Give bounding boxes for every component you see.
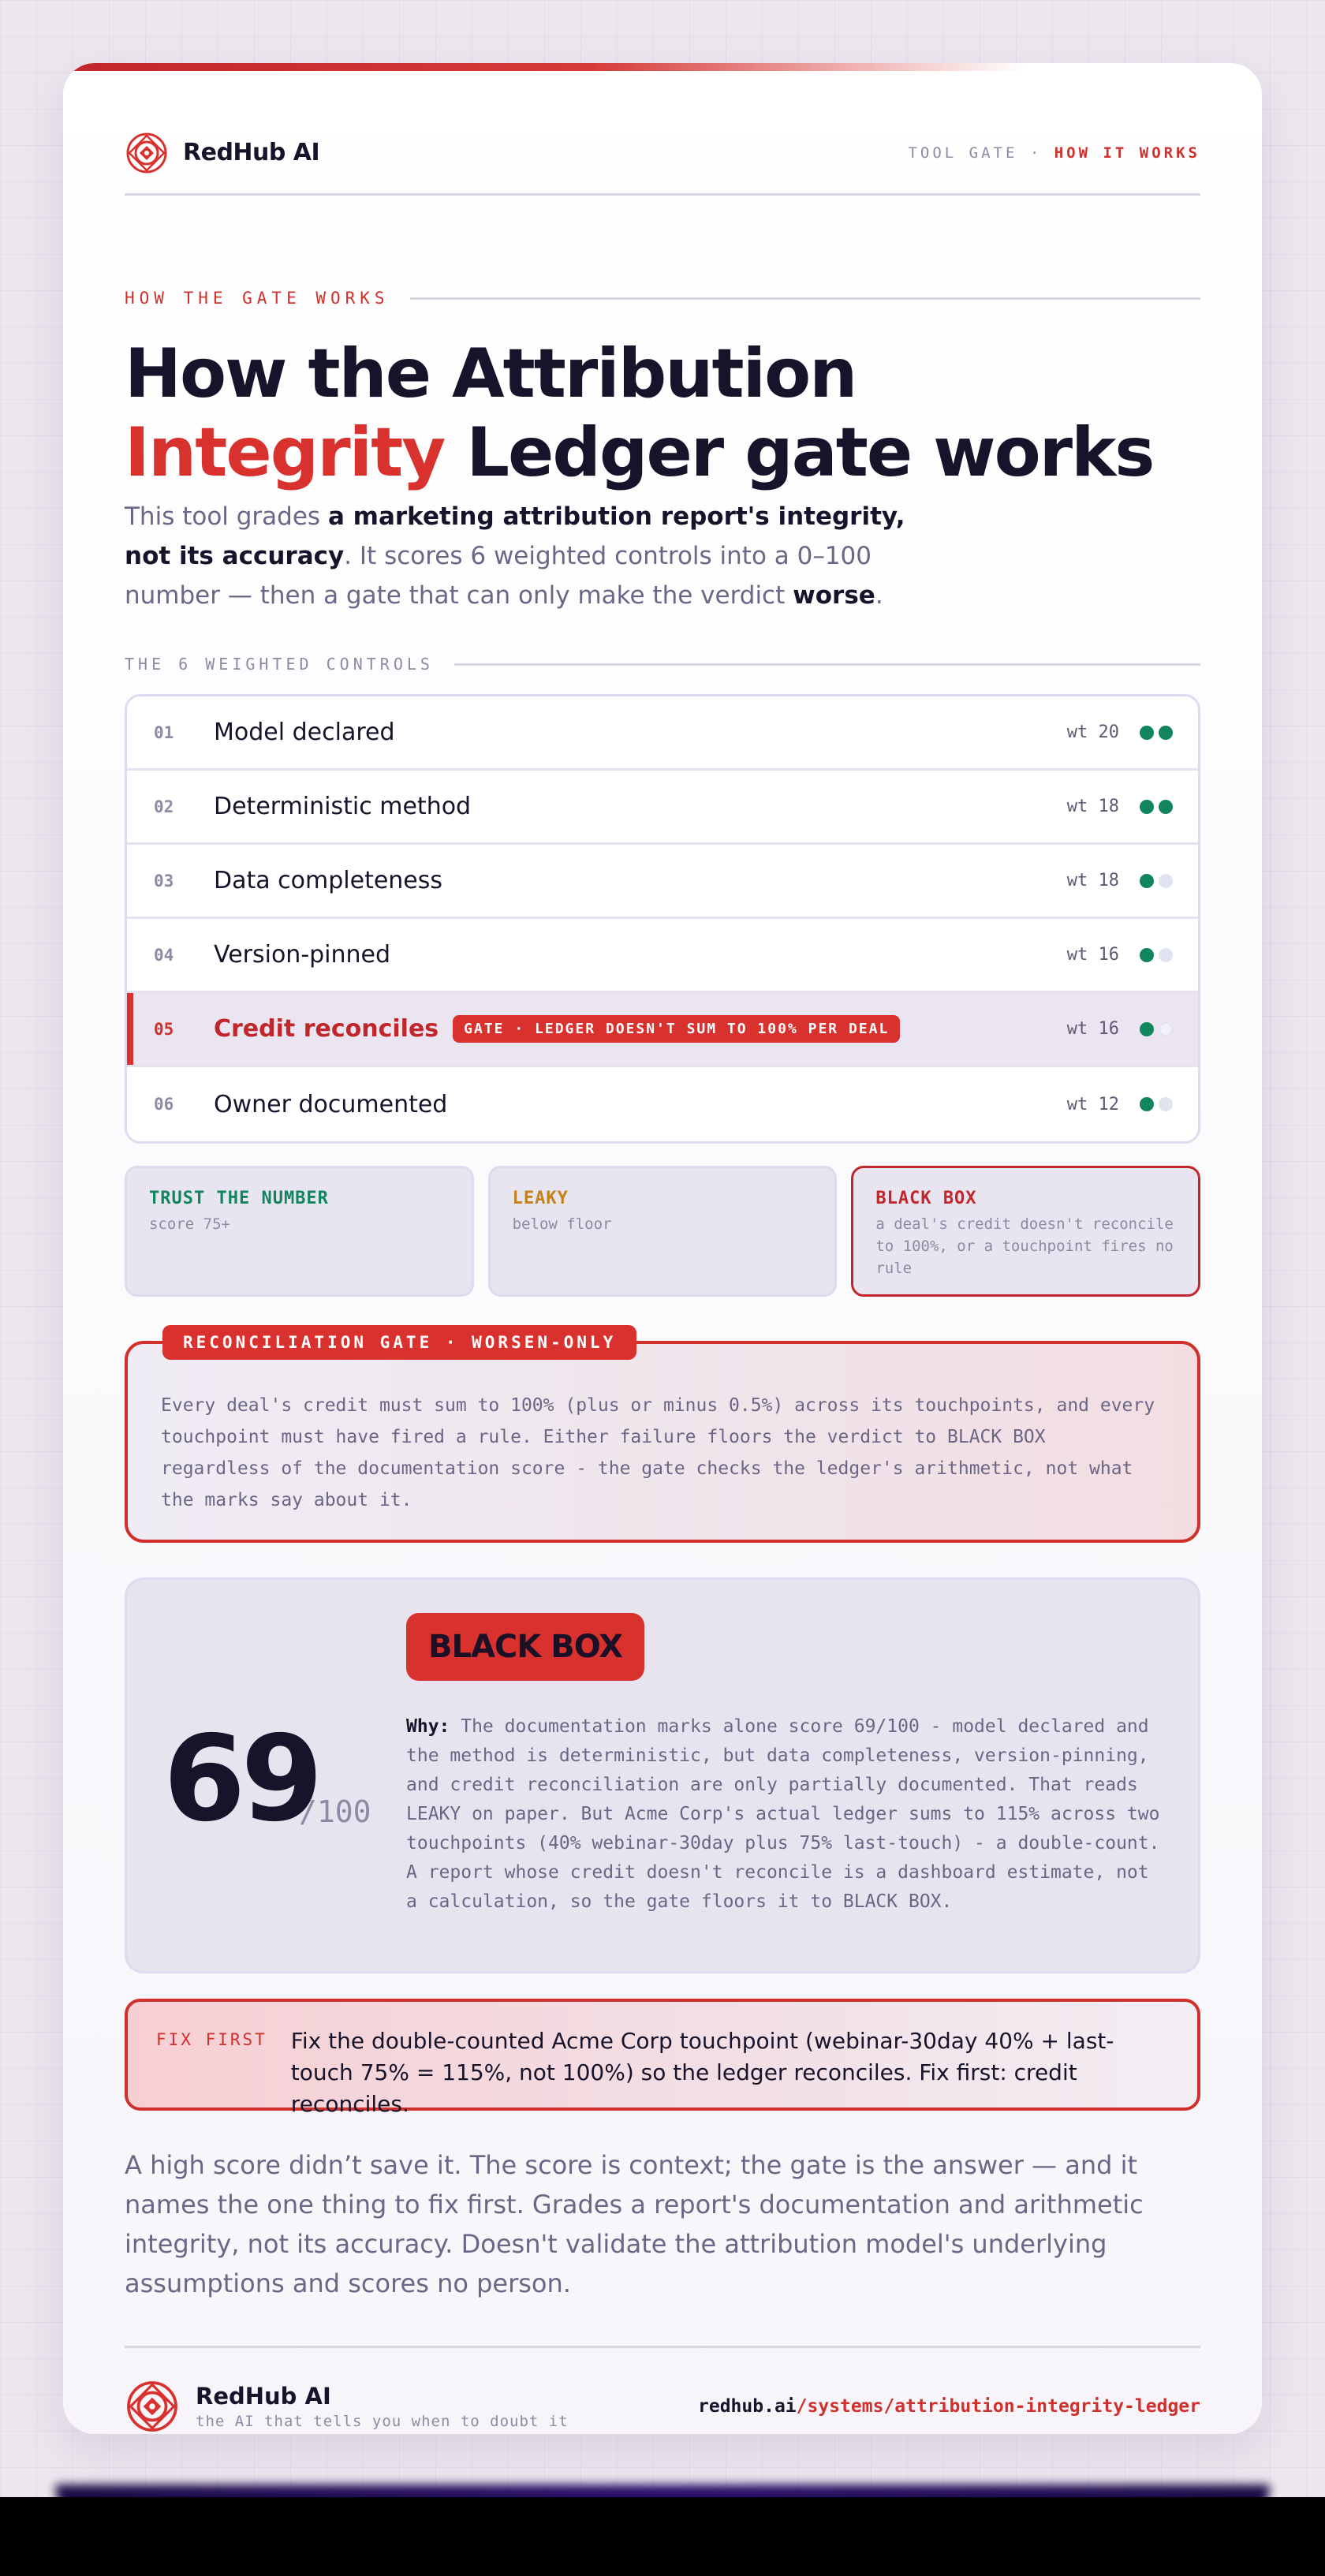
control-weight: wt 20 [1066, 722, 1119, 742]
nav-active-link[interactable]: HOW IT WORKS [1054, 144, 1200, 162]
title-line-2: Ledger gate works [444, 413, 1154, 492]
verdict-sub: score 75+ [149, 1215, 230, 1233]
header [125, 120, 1200, 196]
mark-filled-icon [1140, 1097, 1154, 1111]
lede-bold-1: a marketing attribution report's integrity, not its accuracy [125, 502, 905, 570]
lede [125, 497, 921, 615]
verdict-tiles [125, 1166, 1200, 1297]
score-value: 69 [163, 1711, 319, 1848]
redhub-logo-icon [125, 131, 169, 175]
mark-filled-icon [1140, 948, 1154, 962]
control-label: Credit reconciles [214, 1015, 439, 1043]
footer-url-link[interactable] [698, 2396, 1200, 2417]
why-label: Why: [406, 1716, 450, 1737]
url-host: redhub.ai [698, 2395, 797, 2417]
fix-text: Fix the double-counted Acme Corp touchpoint (webinar-30day 40% + last-touch 75% = 115%, not 100%) so the ledger reconciles. Fix first: credit reconciles. [290, 2028, 1114, 2117]
mark-filled-icon [1140, 1022, 1154, 1036]
why-text: The documentation marks alone score 69/100 - model declared and the method is deterministic, but data completeness, version-pinning, and credit reconciliation are only partially documented. That reads LEAKY on paper. But Acme Corp's actual ledger sums to 115% across two touchpoints (40% webinar-30day plus 75% last-touch) - a double-count. A report whose credit doesn't reconcile is a dashboard estimate, not a calculation, so the gate floors it to BLACK BOX. [406, 1716, 1160, 1912]
main-card [63, 63, 1262, 2434]
control-row [127, 771, 1198, 845]
control-weight: wt 16 [1066, 945, 1119, 965]
controls-section-label [125, 655, 1200, 674]
control-weight: wt 12 [1066, 1094, 1119, 1114]
control-number: 04 [154, 945, 174, 965]
footer-tagline: the AI that tells you when to doubt it [196, 2412, 569, 2430]
verdict-title: BLACK BOX [875, 1189, 977, 1208]
control-number: 06 [154, 1095, 174, 1114]
page-title [125, 334, 1200, 492]
footer-brand-name: RedHub AI [196, 2382, 331, 2410]
lede-part-1: This tool grades [125, 502, 328, 531]
bottom-band [0, 2497, 1325, 2576]
title-line-1: How the Attribution [125, 334, 857, 413]
control-number: 02 [154, 797, 174, 816]
lede-bold-2: worse [793, 581, 875, 610]
lede-part-3: . [875, 581, 883, 610]
mark-empty-icon [1159, 1022, 1173, 1036]
mark-unfilled-icon [1159, 948, 1173, 962]
mark-unfilled-icon [1159, 874, 1173, 888]
footer [125, 2346, 1200, 2434]
control-label: Owner documented [214, 1090, 448, 1118]
mark-filled-icon [1140, 726, 1154, 740]
control-label: Deterministic method [214, 793, 472, 820]
kicker-text: HOW THE GATE WORKS [125, 289, 390, 308]
footer-brand[interactable] [125, 2379, 569, 2434]
mark-filled-icon [1159, 726, 1173, 740]
control-row-flagged [127, 993, 1198, 1067]
control-number: 03 [154, 871, 174, 890]
reconciliation-gate-box [125, 1333, 1200, 1543]
redhub-logo-icon [125, 2379, 180, 2434]
mark-filled-icon [1140, 874, 1154, 888]
controls-table [125, 694, 1200, 1144]
title-accent-word: Integrity [125, 413, 445, 492]
control-weight: wt 16 [1066, 1019, 1119, 1039]
header-nav [908, 144, 1200, 162]
nav-prefix[interactable]: TOOL GATE · [908, 144, 1054, 162]
control-row [127, 696, 1198, 771]
verdict-badge: BLACK BOX [406, 1613, 644, 1681]
url-path: /systems/attribution-integrity-ledger [796, 2395, 1200, 2417]
verdict-title: LEAKY [512, 1189, 569, 1208]
verdict-sub: a deal's credit doesn't reconcile to 100%, or a touchpoint fires no rule [875, 1215, 1174, 1277]
lede-part-2: . It scores 6 weighted controls into a 0–100 number — then a gate that can only make the verdict [125, 542, 872, 610]
score-denominator: /100 [299, 1794, 371, 1829]
control-label: Version-pinned [214, 941, 391, 969]
score-panel [125, 1577, 1200, 1973]
control-weight: wt 18 [1066, 797, 1119, 816]
kicker [125, 289, 1200, 308]
mark-filled-icon [1140, 800, 1154, 814]
gate-text: Every deal's credit must sum to 100% (plus or minus 0.5%) across its touchpoints, and every touchpoint must have fired a rule. Either failure floors the verdict to BLACK BOX regardless of the documentation score - the gate checks the ledger's arithmetic, not what the marks say about it. [161, 1395, 1155, 1510]
controls-rule [454, 663, 1200, 666]
control-label: Data completeness [214, 867, 443, 894]
top-accent-bar [63, 63, 1025, 71]
controls-label: THE 6 WEIGHTED CONTROLS [125, 655, 434, 674]
verdict-tile-black-box [851, 1166, 1200, 1297]
fix-first-box [125, 1999, 1200, 2117]
control-row [127, 1067, 1198, 1141]
verdict-tile-trust [125, 1166, 474, 1297]
fix-label: FIX FIRST [156, 2030, 267, 2049]
brand-name: RedHub AI [183, 139, 320, 166]
brand[interactable] [125, 131, 319, 175]
verdict-tile-leaky [488, 1166, 838, 1297]
kicker-rule [410, 297, 1200, 300]
control-row [127, 919, 1198, 993]
gate-flag-badge: GATE · LEDGER DOESN'T SUM TO 100% PER DEAL [453, 1015, 900, 1043]
verdict-sub: below floor [512, 1215, 612, 1233]
control-row [127, 845, 1198, 919]
control-number: 01 [154, 722, 174, 742]
verdict-explanation [406, 1712, 1170, 1917]
control-label: Model declared [214, 719, 395, 746]
control-weight: wt 18 [1066, 871, 1119, 890]
gate-tag: RECONCILIATION GATE · WORSEN-ONLY [162, 1325, 636, 1360]
mark-filled-icon [1159, 800, 1173, 814]
mark-unfilled-icon [1159, 1097, 1173, 1111]
control-number: 05 [154, 1019, 174, 1039]
verdict-title: TRUST THE NUMBER [149, 1189, 329, 1208]
closing-paragraph: A high score didn’t save it. The score is context; the gate is the answer — and it names the one thing to fix first. Grades a report's documentation and arithmetic integrity, not its accuracy. Doesn't validate the attribution model's underlying assumptions and scores no person. [125, 2150, 1144, 2298]
